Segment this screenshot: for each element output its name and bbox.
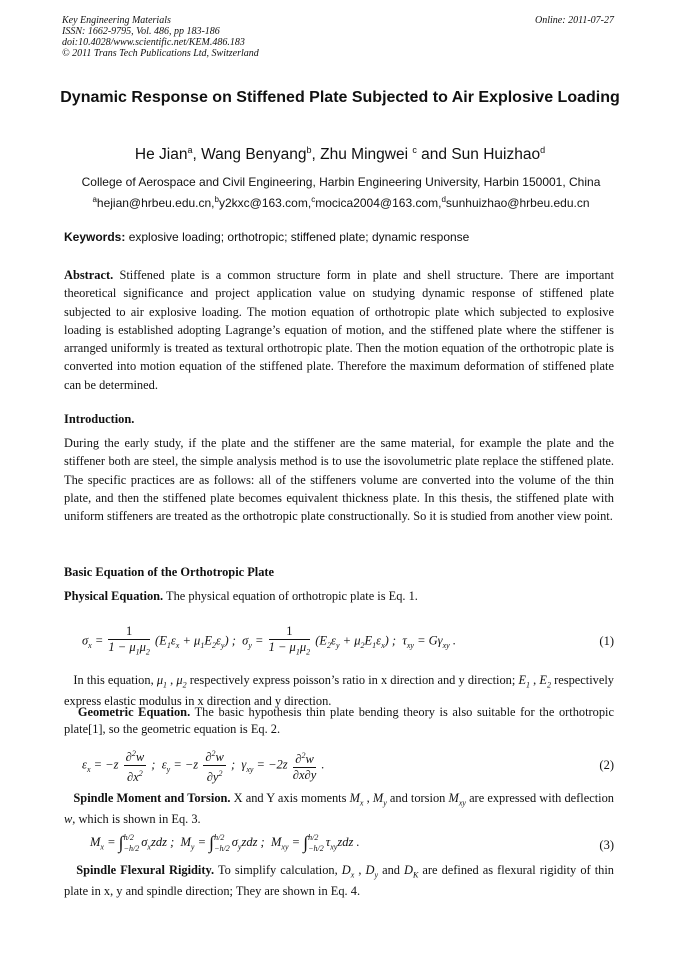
spindle-label: Spindle Moment and Torsion. (73, 791, 231, 805)
equation-number: (2) (599, 758, 614, 772)
physical-equation-paragraph (64, 587, 614, 605)
keywords-text: explosive loading; orthotropic; stiffened plate; dynamic response (128, 230, 470, 244)
rigidity-label: Spindle Flexural Rigidity. (76, 863, 215, 877)
affiliation-block (60, 173, 622, 212)
email-mark: d (441, 195, 446, 204)
rigidity-text: are defined as flexural rigidity of thin plate in x, y and spindle direction; They are shown in Eq. 4. (64, 863, 614, 899)
keywords-label: Keywords: (64, 230, 126, 244)
journal-name: Key Engineering Materials (62, 15, 171, 26)
email-link[interactable]: mocica2004@163.com (315, 196, 439, 210)
equation-1: $\sigma_x$ = $\frac{1}{1 - \mu_1\mu_2}$ $(E_1\varepsilon_x + \mu_1E_2\varepsilon_y)$ ; $\sigma_y$ = $\frac{1}{1 - \mu_1\mu_2}$ $(E_2\varepsilon_y + \mu_2E_1\varepsilon_x)$ ; $\tau_{xy} = G\gamma_{xy}$ . (1) (82, 624, 614, 657)
spindle-text: and torsion (389, 791, 446, 805)
author-list: He Jian$^a$, Wang Benyang$^b$, Zhu Mingwei $^c$ and Sun Huizhao$^d$ (134, 145, 546, 164)
email-mark: c (311, 195, 316, 204)
rigidity-paragraph: Spindle Flexural Rigidity. To simplify calculation, $D_x$ , $D_y$ and $D_K$ are defined as flexural rigidity of thin plate in x, y and spindle direction; They are shown in Eq. 4. (64, 863, 614, 899)
paper-title: Dynamic Response on Stiffened Plate Subjected to Air Explosive Loading (60, 89, 620, 106)
affiliation: College of Aerospace and Civil Engineering, Harbin Engineering University, Harbin 150001, China (81, 175, 601, 189)
poisson-text: respectively express poisson’s ratio in x direction and y direction; (189, 673, 516, 687)
spindle-text: are expressed with deflection (469, 791, 615, 805)
spindle-text: X and Y axis moments (233, 791, 347, 805)
abstract-text: Stiffened plate is a common structure form in plate and shell structure. There are important theoretical significance and project application value on studying dynamic response of stiffened plate subjected to air explosive loading. The motion equation of orthotropic plate which subjected to explosive loading is established adopting Lagrange’s equation of motion, and the stiffened plate where the stiffener is arranged uniformly is treated as textural orthotropic plate. Then the motion equation of the orthotropic plate is converted into motion equation of the stiffened plate. Therefore the maximum deformation of stiffened plate can be determined. (64, 268, 614, 392)
poisson-paragraph: In this equation, $\mu_1$ , $\mu_2$ respectively express poisson’s ratio in x direction and y direction; $E_1$ , $E_2$ respectively express elastic modulus in x direction and y direction. (64, 673, 614, 709)
basic-equation-heading: Basic Equation of the Orthotropic Plate (64, 565, 275, 579)
intro-paragraph: During the early study, if the plate and the stiffener are the same material, for example the plate and the stiffener both are steel, the simple analysis method is to use the isovolumetric plate replace the stiffened plate. The specific practices are as follows: all of the stiffeners volume are converted into the volume of the thin plate, and then the stiffened plate becomes equivalent thickness plate. In this thesis, the stiffened plate with uniform stiffeners are treated as the orthotropic plate constructionally. So it is studied from another view point. (64, 436, 614, 524)
author-name: Sun Huizhao (451, 146, 541, 164)
email-list: $^a$hejian@hrbeu.edu.cn,$^b$y2kxc@163.com,$^c$mocica2004@163.com,$^d$sunhuizhao@hrbeu.edu.cn (92, 195, 590, 210)
email-mark: b (214, 195, 219, 204)
author-name: Zhu Mingwei (320, 146, 409, 164)
physical-equation-label: Physical Equation. (64, 589, 164, 603)
copyright-line: © 2011 Trans Tech Publications Ltd, Switzerland (62, 48, 259, 59)
online-date: Online: 2011-07-27 (535, 15, 614, 26)
equation-number: (1) (599, 634, 614, 648)
author-name: He Jian (134, 146, 188, 164)
keywords-line (64, 230, 614, 244)
equation-number: (3) (599, 838, 614, 852)
spindle-paragraph: Spindle Moment and Torsion. X and Y axis moments $M_x$ , $M_y$ and torsion $M_{xy}$ are expressed with deflection w, which is shown in Eq. 3. (64, 791, 615, 827)
poisson-text: respectively express elastic modulus in x direction and y direction. (64, 673, 614, 709)
author-mark: a (187, 145, 193, 155)
rigidity-text: To simplify calculation, (217, 863, 338, 877)
physical-equation-text: The physical equation of orthotropic plate is Eq. 1. (166, 589, 418, 603)
issn-line: ISSN: 1662-9795, Vol. 486, pp 183-186 (62, 26, 220, 37)
email-link[interactable]: hejian@hrbeu.edu.cn (96, 196, 212, 210)
poisson-text: In this equation, (73, 673, 154, 687)
author-name: Wang Benyang (201, 146, 307, 164)
geometric-label: Geometric Equation. (77, 705, 191, 719)
spindle-text: , which is shown in Eq. 3. (72, 812, 201, 827)
geometric-paragraph (64, 704, 614, 738)
email-link[interactable]: y2kxc@163.com (218, 196, 308, 210)
author-mark: c (412, 145, 417, 155)
email-link[interactable]: sunhuizhao@hrbeu.edu.cn (445, 196, 590, 210)
doi-line: doi:10.4028/www.scientific.net/KEM.486.183 (62, 37, 245, 48)
email-mark: a (92, 195, 97, 204)
abstract-paragraph (64, 266, 614, 394)
intro-heading: Introduction. (64, 412, 135, 426)
author-mark: d (540, 145, 546, 155)
author-mark: b (306, 145, 312, 155)
equation-3: $M_x = \int h/2$ −h/2 $\sigma_xzdz$ ; $M_y = \int h/2$ −h/2 $\sigma_yzdz$ ; $M_{xy} = \int h/2$ −h/2 $\tau_{xy}zdz$ . (3) (90, 832, 614, 853)
geometric-text: The basic hypothesis thin plate bending theory is also suitable for the orthotropic plate[1], so the geometric equation is Eq. 2. (64, 705, 614, 736)
journal-header (62, 15, 259, 59)
abstract-label: Abstract. (64, 268, 114, 282)
equation-2: $\varepsilon_x = -z$ $\frac{\partial^2w}{\partial x^2}$ ; $\varepsilon_y = -z$ $\frac{\partial^2w}{\partial y^2}$ ; $\gamma_{xy} = -2z$ $\frac{\partial^2w}{\partial x\partial y}$ . (2) (64, 746, 614, 786)
rigidity-text: and (382, 863, 400, 877)
